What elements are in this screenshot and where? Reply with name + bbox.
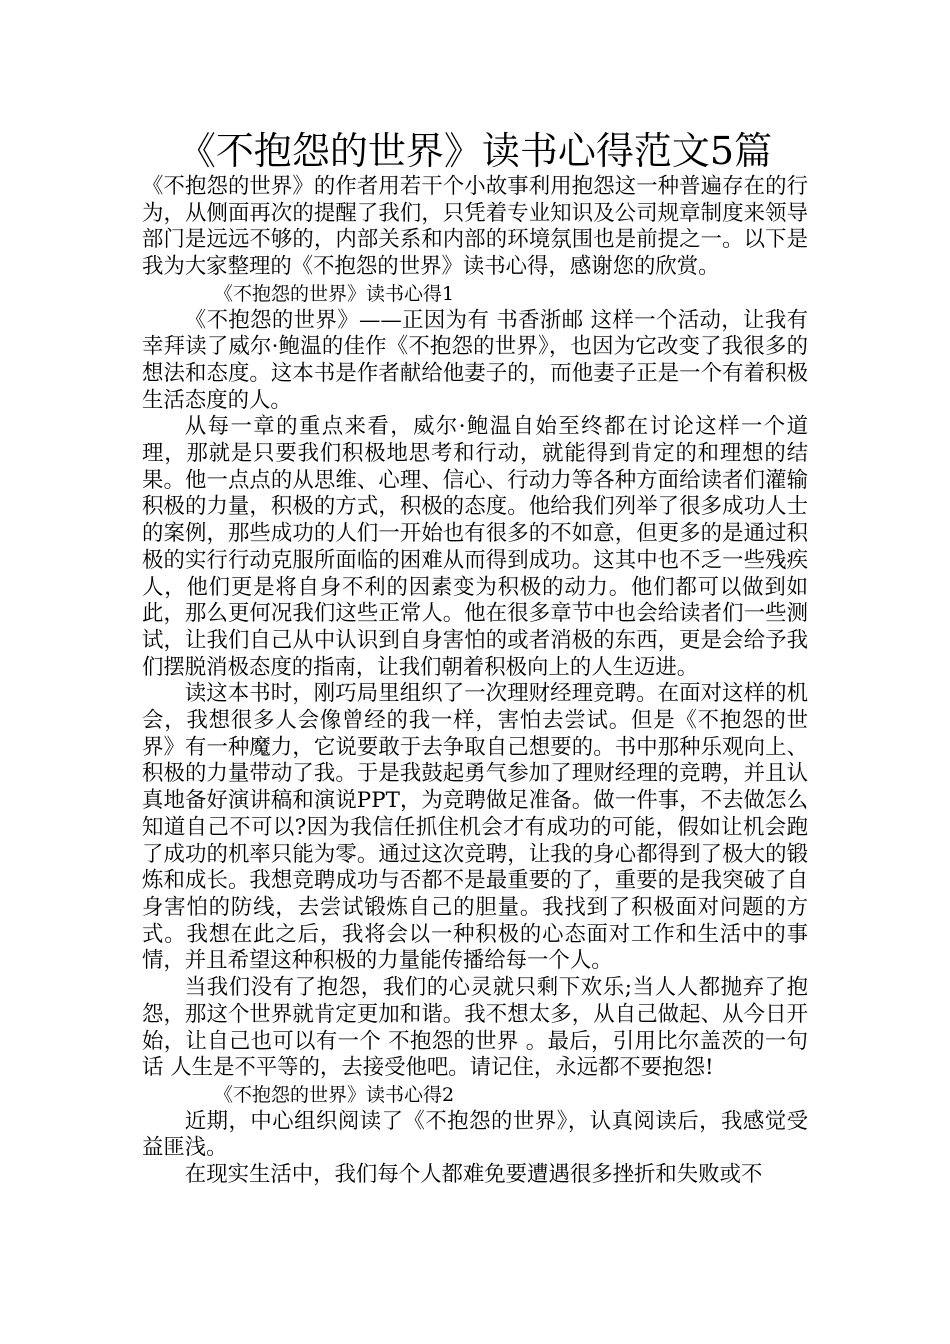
- document-page: [142, 128, 808, 1189]
- body-paragraph: 近期，中心组织阅读了《不抱怨的世界》，认真阅读后，我感觉受益匪浅。: [142, 1108, 808, 1161]
- document-title: 《不抱怨的世界》读书心得范文5篇: [177, 129, 773, 173]
- section-heading-1: 《不抱怨的世界》读书心得1: [214, 282, 455, 305]
- body-paragraph: 从每一章的重点来看，威尔·鲍温自始至终都在讨论这样一个道理，那就是只要我们积极地思考和行动，就能得到肯定的和理想的结果。他一点点的从思维、心理、信心、行动力等各种方面给读者们灌输积极的力量，积极的方式，积极的态度。他给我们列举了很多成功人士的案例，那些成功的人们一开始也有很多的不如意，但更多的是通过积极的实行行动克服所面临的困难从而得到成功。这其中也不乏一些残疾人，他们更是将自身不利的因素变为积极的动力。他们都可以做到如此，那么更何况我们这些正常人。他在很多章节中也会给读者们一些测试，让我们自己从中认识到自身害怕的或者消极的东西，更是会给予我们摆脱消极态度的指南，让我们朝着积极向上的人生迈进。: [142, 414, 808, 680]
- body-paragraph: 在现实生活中，我们每个人都难免要遭遇很多挫折和失败或不: [184, 1162, 763, 1188]
- body-paragraph: 《不抱怨的世界》——正因为有 书香浙邮 这样一个活动，让我有幸拜读了威尔·鲍温的佳作《不抱怨的世界》，也因为它改变了我很多的想法和态度。这本书是作者献给他妻子的，而他妻子正是一个有着积极生活态度的人。: [142, 307, 808, 413]
- body-paragraph: 当我们没有了抱怨，我们的心灵就只剩下欢乐;当人人都抛弃了抱怨，那这个世界就肯定更加和谐。我不想太多，从自己做起、从今日开始，让自己也可以有一个 不抱怨的世界 。最后，引用比尔盖茨的一句话 人生是不平等的，去接受他吧。请记住，永远都不要抱怨!: [142, 975, 808, 1081]
- intro-paragraph: 《不抱怨的世界》的作者用若干个小故事利用抱怨这一种普遍存在的行为，从侧面再次的提醒了我们，只凭着专业知识及公司规章制度来领导部门是远远不够的，内部关系和内部的环境氛围也是前提之一。以下是我为大家整理的《不抱怨的世界》读书心得，感谢您的欣赏。: [142, 174, 808, 280]
- body-paragraph: 读这本书时，刚巧局里组织了一次理财经理竞聘。在面对这样的机会，我想很多人会像曾经的我一样，害怕去尝试。但是《不抱怨的世界》有一种魔力，它说要敢于去争取自己想要的。书中那种乐观向上、积极的力量带动了我。于是我鼓起勇气参加了理财经理的竞聘，并且认真地备好演讲稿和演说PPT，为竞聘做足准备。做一件事，不去做怎么知道自己不可以?因为我信任抓住机会才有成功的可能，假如让机会跑了成功的机率只能为零。通过这次竞聘，让我的身心都得到了极大的锻炼和成长。我想竞聘成功与否都不是最重要的了，重要的是我突破了自身害怕的防线，去尝试锻炼自己的胆量。我找到了积极面对问题的方式。我想在此之后，我将会以一种积极的心态面对工作和生活中的事情，并且希望这种积极的力量能传播给每一个人。: [142, 681, 808, 974]
- section-heading-2: 《不抱怨的世界》读书心得2: [214, 1083, 455, 1106]
